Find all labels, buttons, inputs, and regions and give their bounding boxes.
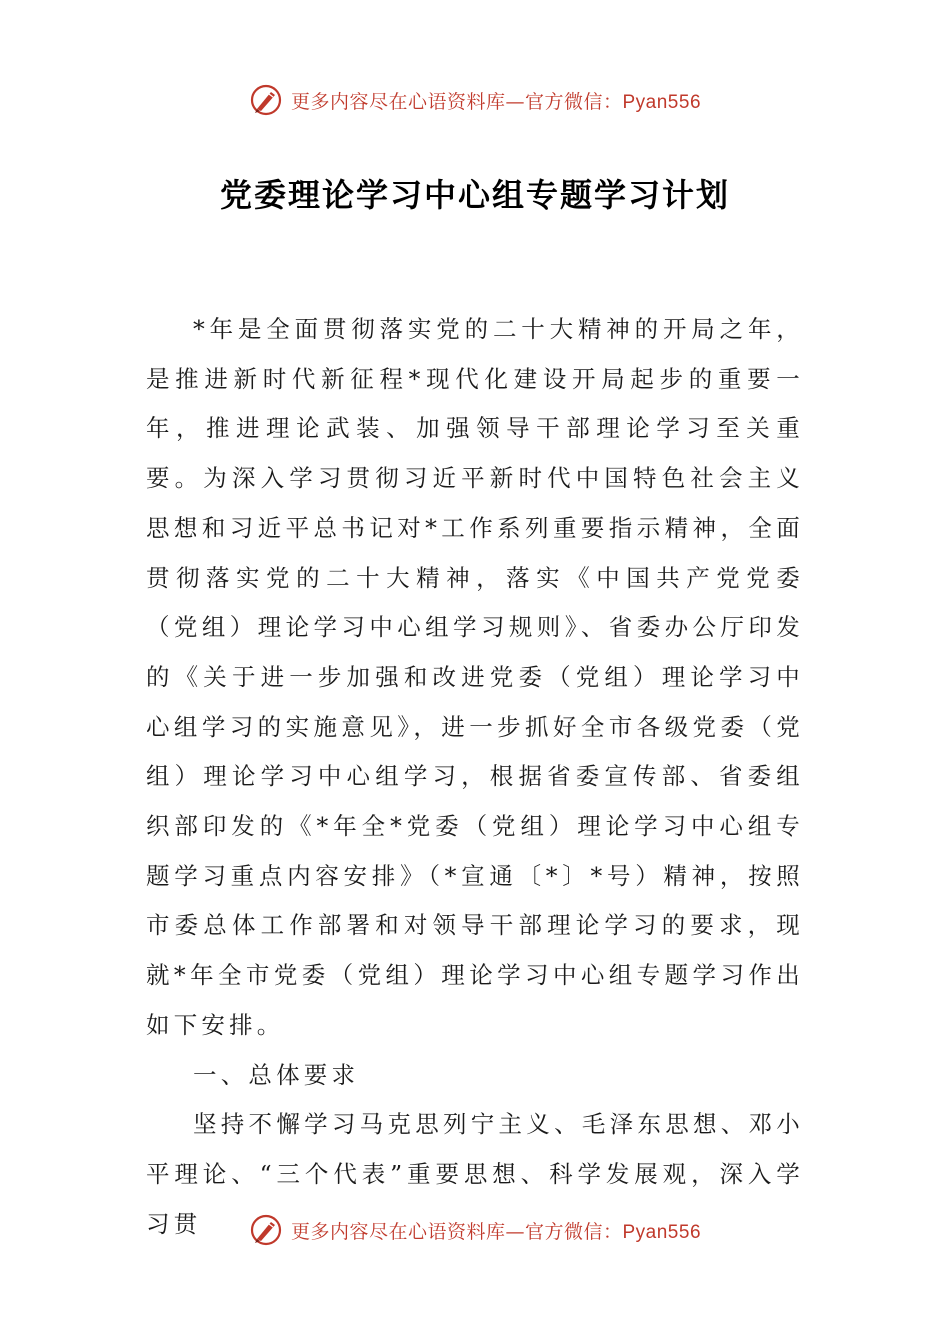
document-title: 党委理论学习中心组专题学习计划	[219, 176, 730, 214]
pen-circle-logo-icon	[249, 1213, 283, 1247]
section-heading: 一、总体要求	[193, 1060, 360, 1089]
footer-watermark	[0, 1208, 950, 1252]
watermark-text: 更多内容尽在心语资料库—官方微信：Pyan556	[290, 90, 702, 113]
header-watermark	[0, 78, 950, 122]
document-body	[146, 305, 804, 1249]
body-paragraph: 坚持不懈学习马克思列宁主义、毛泽东思想、邓小平理论、“三个代表”重要思想、科学发展观，深入学习贯	[146, 1110, 804, 1238]
pen-circle-logo-icon	[249, 83, 283, 117]
watermark-text: 更多内容尽在心语资料库—官方微信：Pyan556	[290, 1220, 702, 1243]
body-paragraph: *年是全面贯彻落实党的二十大精神的开局之年，是推进新时代新征程*现代化建设开局起步的重要一年，推进理论武装、加强领导干部理论学习至关重要。为深入学习贯彻习近平新时代中国特色社会主义思想和习近平总书记对*工作系列重要指示精神，全面贯彻落实党的二十大精神，落实《中国共产党党委（党组）理论学习中心组学习规则》、省委办公厅印发的《关于进一步加强和改进党委（党组）理论学习中心组学习的实施意见》，进一步抓好全市各级党委（党组）理论学习中心组学习，根据省委宣传部、省委组织部印发的《*年全*党委（党组）理论学习中心组专题学习重点内容安排》（*宣通〔*〕*号）精神，按照市委总体工作部署和对领导干部理论学习的要求，现就*年全市党委（党组）理论学习中心组专题学习作出如下安排。	[146, 315, 804, 1039]
